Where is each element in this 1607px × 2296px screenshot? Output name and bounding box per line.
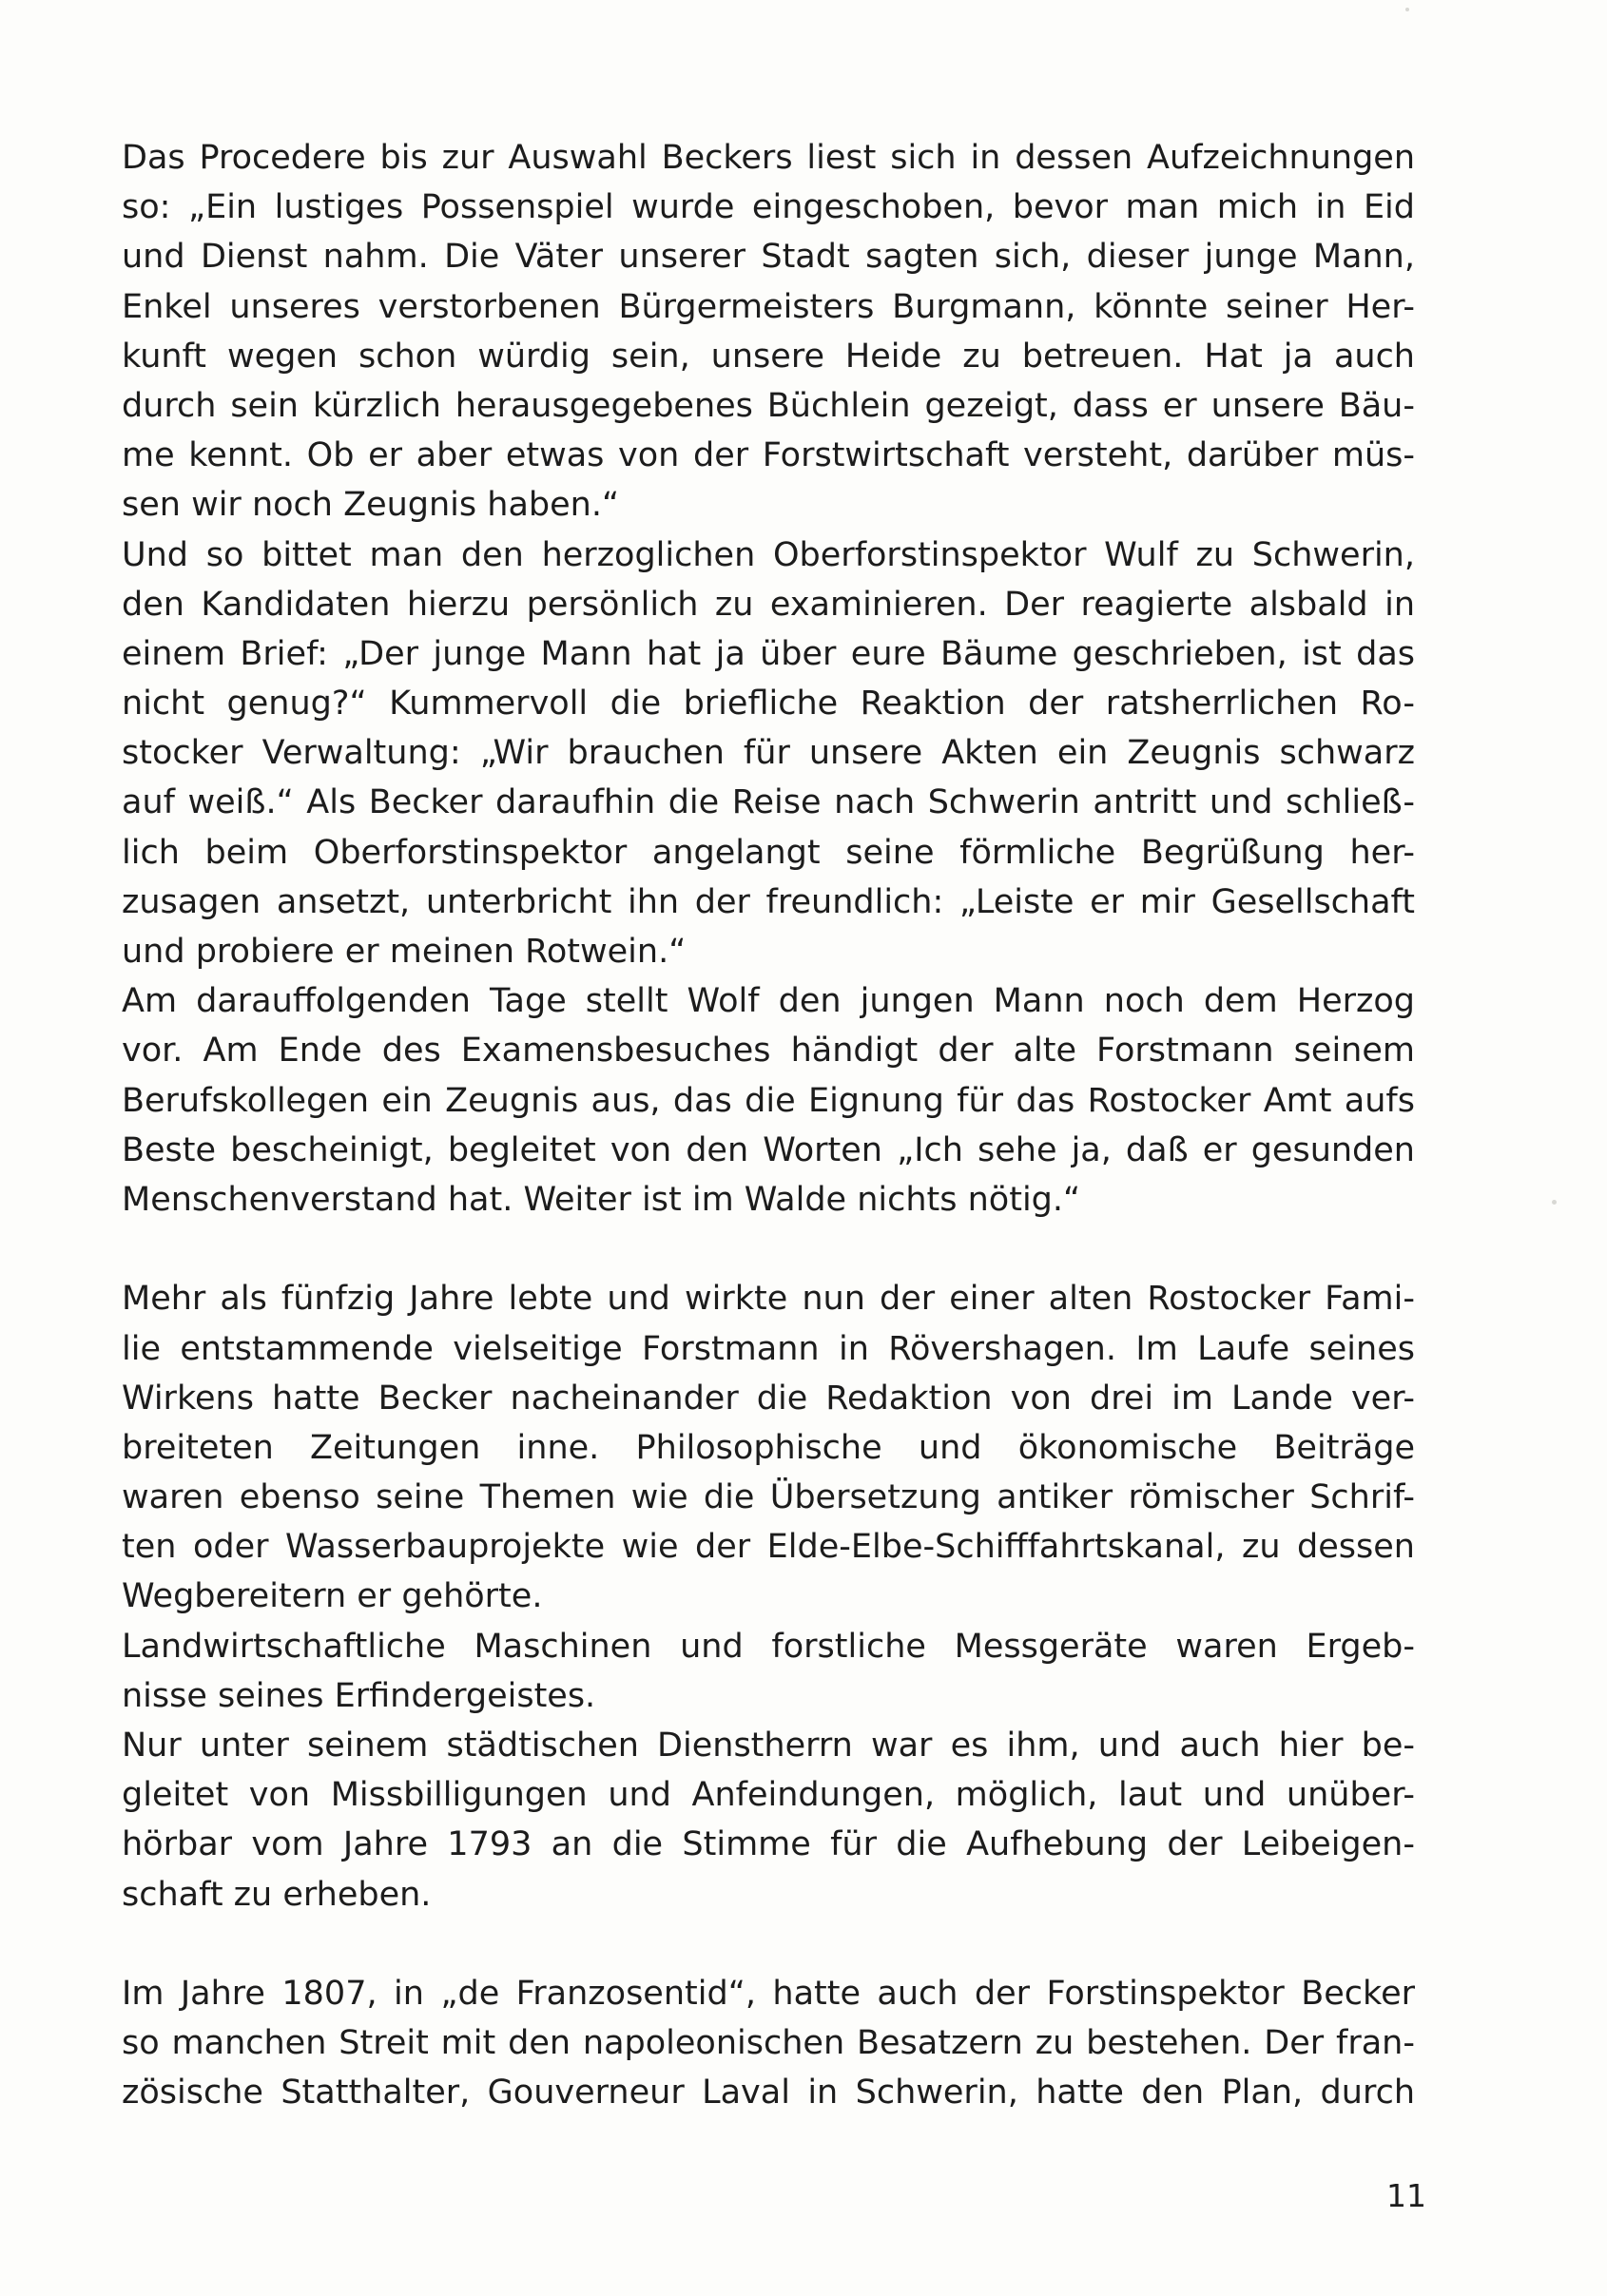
text-line: Menschenverstand hat. Weiter ist im Walde nichts nötig.“ [122, 1180, 1081, 1219]
paragraph [122, 1969, 1415, 2118]
paragraph [122, 1721, 1415, 1920]
text-line: auf weiß.“ Als Becker daraufhin die Reise nach Schwerin antritt und schließ- [122, 783, 1415, 822]
text-line: Wirkens hatte Becker nacheinander die Redaktion von drei im Lande ver- [122, 1379, 1415, 1418]
text-line: ten oder Wasserbauprojekte wie der Elde-Elbe-Schifffahrtskanal, zu dessen [122, 1528, 1415, 1567]
text-line: lich beim Oberforstinspektor angelangt seine förmliche Begrüßung her- [122, 833, 1415, 872]
text-line: stocker Verwaltung: „Wir brauchen für unsere Akten ein Zeugnis schwarz [122, 734, 1415, 773]
text-line: und Dienst nahm. Die Väter unserer Stadt sagten sich, dieser junge Mann, [122, 238, 1415, 277]
text-line: durch sein kürzlich herausgegebenes Büchlein gezeigt, dass er unsere Bäu- [122, 386, 1415, 425]
text-line: nisse seines Erfindergeistes. [122, 1676, 596, 1715]
text-line: Und so bittet man den herzoglichen Oberforstinspektor Wulf zu Schwerin, [122, 535, 1415, 574]
text-line: einem Brief: „Der junge Mann hat ja über eure Bäume geschrieben, ist das [122, 634, 1415, 673]
page-number: 11 [1386, 2177, 1426, 2214]
text-line: schaft zu erheben. [122, 1875, 432, 1914]
body-text [122, 133, 1415, 2118]
paragraph [122, 531, 1415, 977]
text-line: Berufskollegen ein Zeugnis aus, das die Eignung für das Rostocker Amt aufs [122, 1081, 1415, 1120]
text-line: gleitet von Missbilligungen und Anfeindungen, möglich, laut und unüber- [122, 1776, 1415, 1815]
text-line: vor. Am Ende des Examensbesuches händigt der alte Forstmann seinem [122, 1032, 1415, 1071]
text-line: hörbar vom Jahre 1793 an die Stimme für die Aufhebung der Leibeigen- [122, 1825, 1415, 1864]
text-line: kunft wegen schon würdig sein, unsere Heide zu betreuen. Hat ja auch [122, 337, 1415, 376]
text-line: Das Procedere bis zur Auswahl Beckers liest sich in dessen Aufzeichnungen [122, 139, 1415, 177]
text-line: zösische Statthalter, Gouverneur Laval in Schwerin, hatte den Plan, durch [122, 2074, 1415, 2113]
paragraph-spacer [122, 1225, 1415, 1274]
text-line: breiteten Zeitungen inne. Philosophische und ökonomische Beiträge [122, 1428, 1415, 1467]
text-line: lie entstammende vielseitige Forstmann in Rövershagen. Im Laufe seines [122, 1329, 1415, 1368]
text-line: sen wir noch Zeugnis haben.“ [122, 486, 620, 525]
text-line: Enkel unseres verstorbenen Bürgermeisters Burgmann, könnte seiner Her- [122, 287, 1415, 326]
text-line: Nur unter seinem städtischen Dienstherrn war es ihm, und auch hier be- [122, 1727, 1415, 1765]
text-line: me kennt. Ob er aber etwas von der Forstwirtschaft versteht, darüber müs- [122, 436, 1415, 475]
text-line: und probiere er meinen Rotwein.“ [122, 933, 687, 971]
text-line: zusagen ansetzt, unterbricht ihn der freundlich: „Leiste er mir Gesellschaft [122, 882, 1415, 921]
scan-dust-mark [1405, 8, 1409, 11]
text-line: nicht genug?“ Kummervoll die briefliche Reaktion der ratsherrlichen Ro- [122, 685, 1415, 724]
paragraph [122, 1274, 1415, 1621]
text-line: Mehr als fünfzig Jahre lebte und wirkte nun der einer alten Rostocker Fami- [122, 1280, 1415, 1319]
text-line: Am darauffolgenden Tage stellt Wolf den jungen Mann noch dem Herzog [122, 982, 1415, 1021]
paragraph-spacer [122, 1920, 1415, 1969]
text-line: Wegbereitern er gehörte. [122, 1577, 543, 1616]
paragraph [122, 133, 1415, 531]
text-line: Landwirtschaftliche Maschinen und forstliche Messgeräte waren Ergeb- [122, 1627, 1415, 1666]
text-line: den Kandidaten hierzu persönlich zu examinieren. Der reagierte alsbald in [122, 585, 1415, 624]
paragraph [122, 1622, 1415, 1721]
text-line: waren ebenso seine Themen wie die Übersetzung antiker römischer Schrif- [122, 1478, 1415, 1517]
text-line: Im Jahre 1807, in „de Franzosentid“, hatte auch der Forstinspektor Becker [122, 1974, 1415, 2013]
text-line: Beste bescheinigt, begleitet von den Worten „Ich sehe ja, daß er gesunden [122, 1130, 1415, 1169]
text-line: so manchen Streit mit den napoleonischen Besatzern zu bestehen. Der fran- [122, 2024, 1415, 2063]
text-line: so: „Ein lustiges Possenspiel wurde eingeschoben, bevor man mich in Eid [122, 188, 1415, 227]
scan-dust-mark [1552, 1200, 1557, 1205]
paragraph [122, 976, 1415, 1225]
